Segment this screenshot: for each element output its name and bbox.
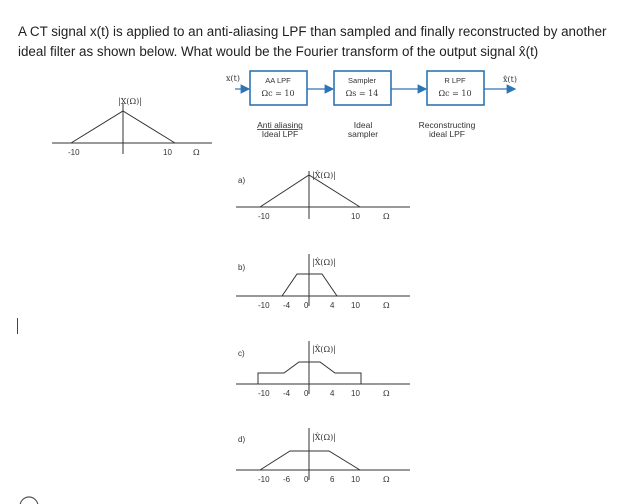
rlpf-caption-line-2: ideal LPF <box>429 129 465 139</box>
option-a-plot <box>236 171 410 221</box>
sampler-title: Sampler <box>348 76 376 85</box>
option-a-triangle <box>260 175 360 207</box>
option-a-axis-omega: Ω <box>383 212 390 221</box>
option-d-tick-0: 0 <box>304 475 309 484</box>
option-c-label: |X̂(Ω)| <box>312 345 336 354</box>
option-b-tick-4: 4 <box>330 301 335 310</box>
option-b-label: |X̂(Ω)| <box>312 258 336 267</box>
output-signal-label: x̂(t) <box>503 75 517 84</box>
option-c-tick-neg4: -4 <box>283 389 291 398</box>
option-d-plot <box>236 428 410 484</box>
aa-lpf-param: Ωc = 10 <box>261 89 295 98</box>
option-b-letter: b) <box>238 263 246 272</box>
rlpf-caption-line-1: Reconstructing <box>418 120 476 130</box>
option-c-plot <box>236 341 410 398</box>
option-c-letter: c) <box>238 349 245 358</box>
option-b-axis-omega: Ω <box>383 301 390 310</box>
option-c-tick-0: 0 <box>304 389 309 398</box>
option-a-label: |X̂(Ω)| <box>312 171 336 180</box>
option-d-trapezoid <box>260 451 360 470</box>
aa-caption-line-2: Ideal LPF <box>261 129 299 139</box>
option-a-letter: a) <box>238 176 246 185</box>
aa-lpf-title: AA LPF <box>265 76 291 85</box>
option-d-tick-6: 6 <box>330 475 335 484</box>
input-spectrum-plot <box>52 97 212 157</box>
option-c-axis-omega: Ω <box>383 389 390 398</box>
option-d-label: |X̂(Ω)| <box>312 433 336 442</box>
option-d-tick-neg10: -10 <box>258 475 270 484</box>
option-a-tick-10: 10 <box>351 212 360 221</box>
input-signal-label: x(t) <box>226 74 240 83</box>
option-c-tick-neg10: -10 <box>258 389 270 398</box>
option-c-tick-10: 10 <box>351 389 360 398</box>
option-b-plot <box>236 254 410 310</box>
input-tick-neg10: -10 <box>68 148 80 157</box>
input-tick-10: 10 <box>163 148 172 157</box>
block-diagram <box>226 71 517 139</box>
r-lpf-param: Ωc = 10 <box>438 89 472 98</box>
input-axis-omega: Ω <box>193 148 200 157</box>
option-d-tick-10: 10 <box>351 475 360 484</box>
sampler-caption-line-2: sampler <box>347 129 379 139</box>
question-line-2: ideal filter as shown below. What would be the Fourier transform of the output signal x̂(t) <box>18 44 539 59</box>
answer-radio-button[interactable] <box>20 497 38 504</box>
option-d-tick-neg6: -6 <box>283 475 291 484</box>
option-b-tick-neg4: -4 <box>283 301 291 310</box>
sampler-param: Ωs = 14 <box>345 89 379 98</box>
option-d-letter: d) <box>238 435 246 444</box>
option-d-axis-omega: Ω <box>383 475 390 484</box>
option-a-tick-neg10: -10 <box>258 212 270 221</box>
sampler-caption-line-1: Ideal <box>353 120 373 130</box>
text-cursor <box>17 318 18 334</box>
option-c-tick-4: 4 <box>330 389 335 398</box>
input-spectrum-label: |X(Ω)| <box>118 97 142 106</box>
option-b-tick-10: 10 <box>351 301 360 310</box>
option-b-tick-0: 0 <box>304 301 309 310</box>
aa-caption-line-1: Anti aliasing <box>257 120 303 130</box>
r-lpf-title: R LPF <box>444 76 466 85</box>
question-line-1: A CT signal x(t) is applied to an anti-aliasing LPF than sampled and finally reconstructed by another <box>18 24 607 39</box>
option-b-tick-neg10: -10 <box>258 301 270 310</box>
